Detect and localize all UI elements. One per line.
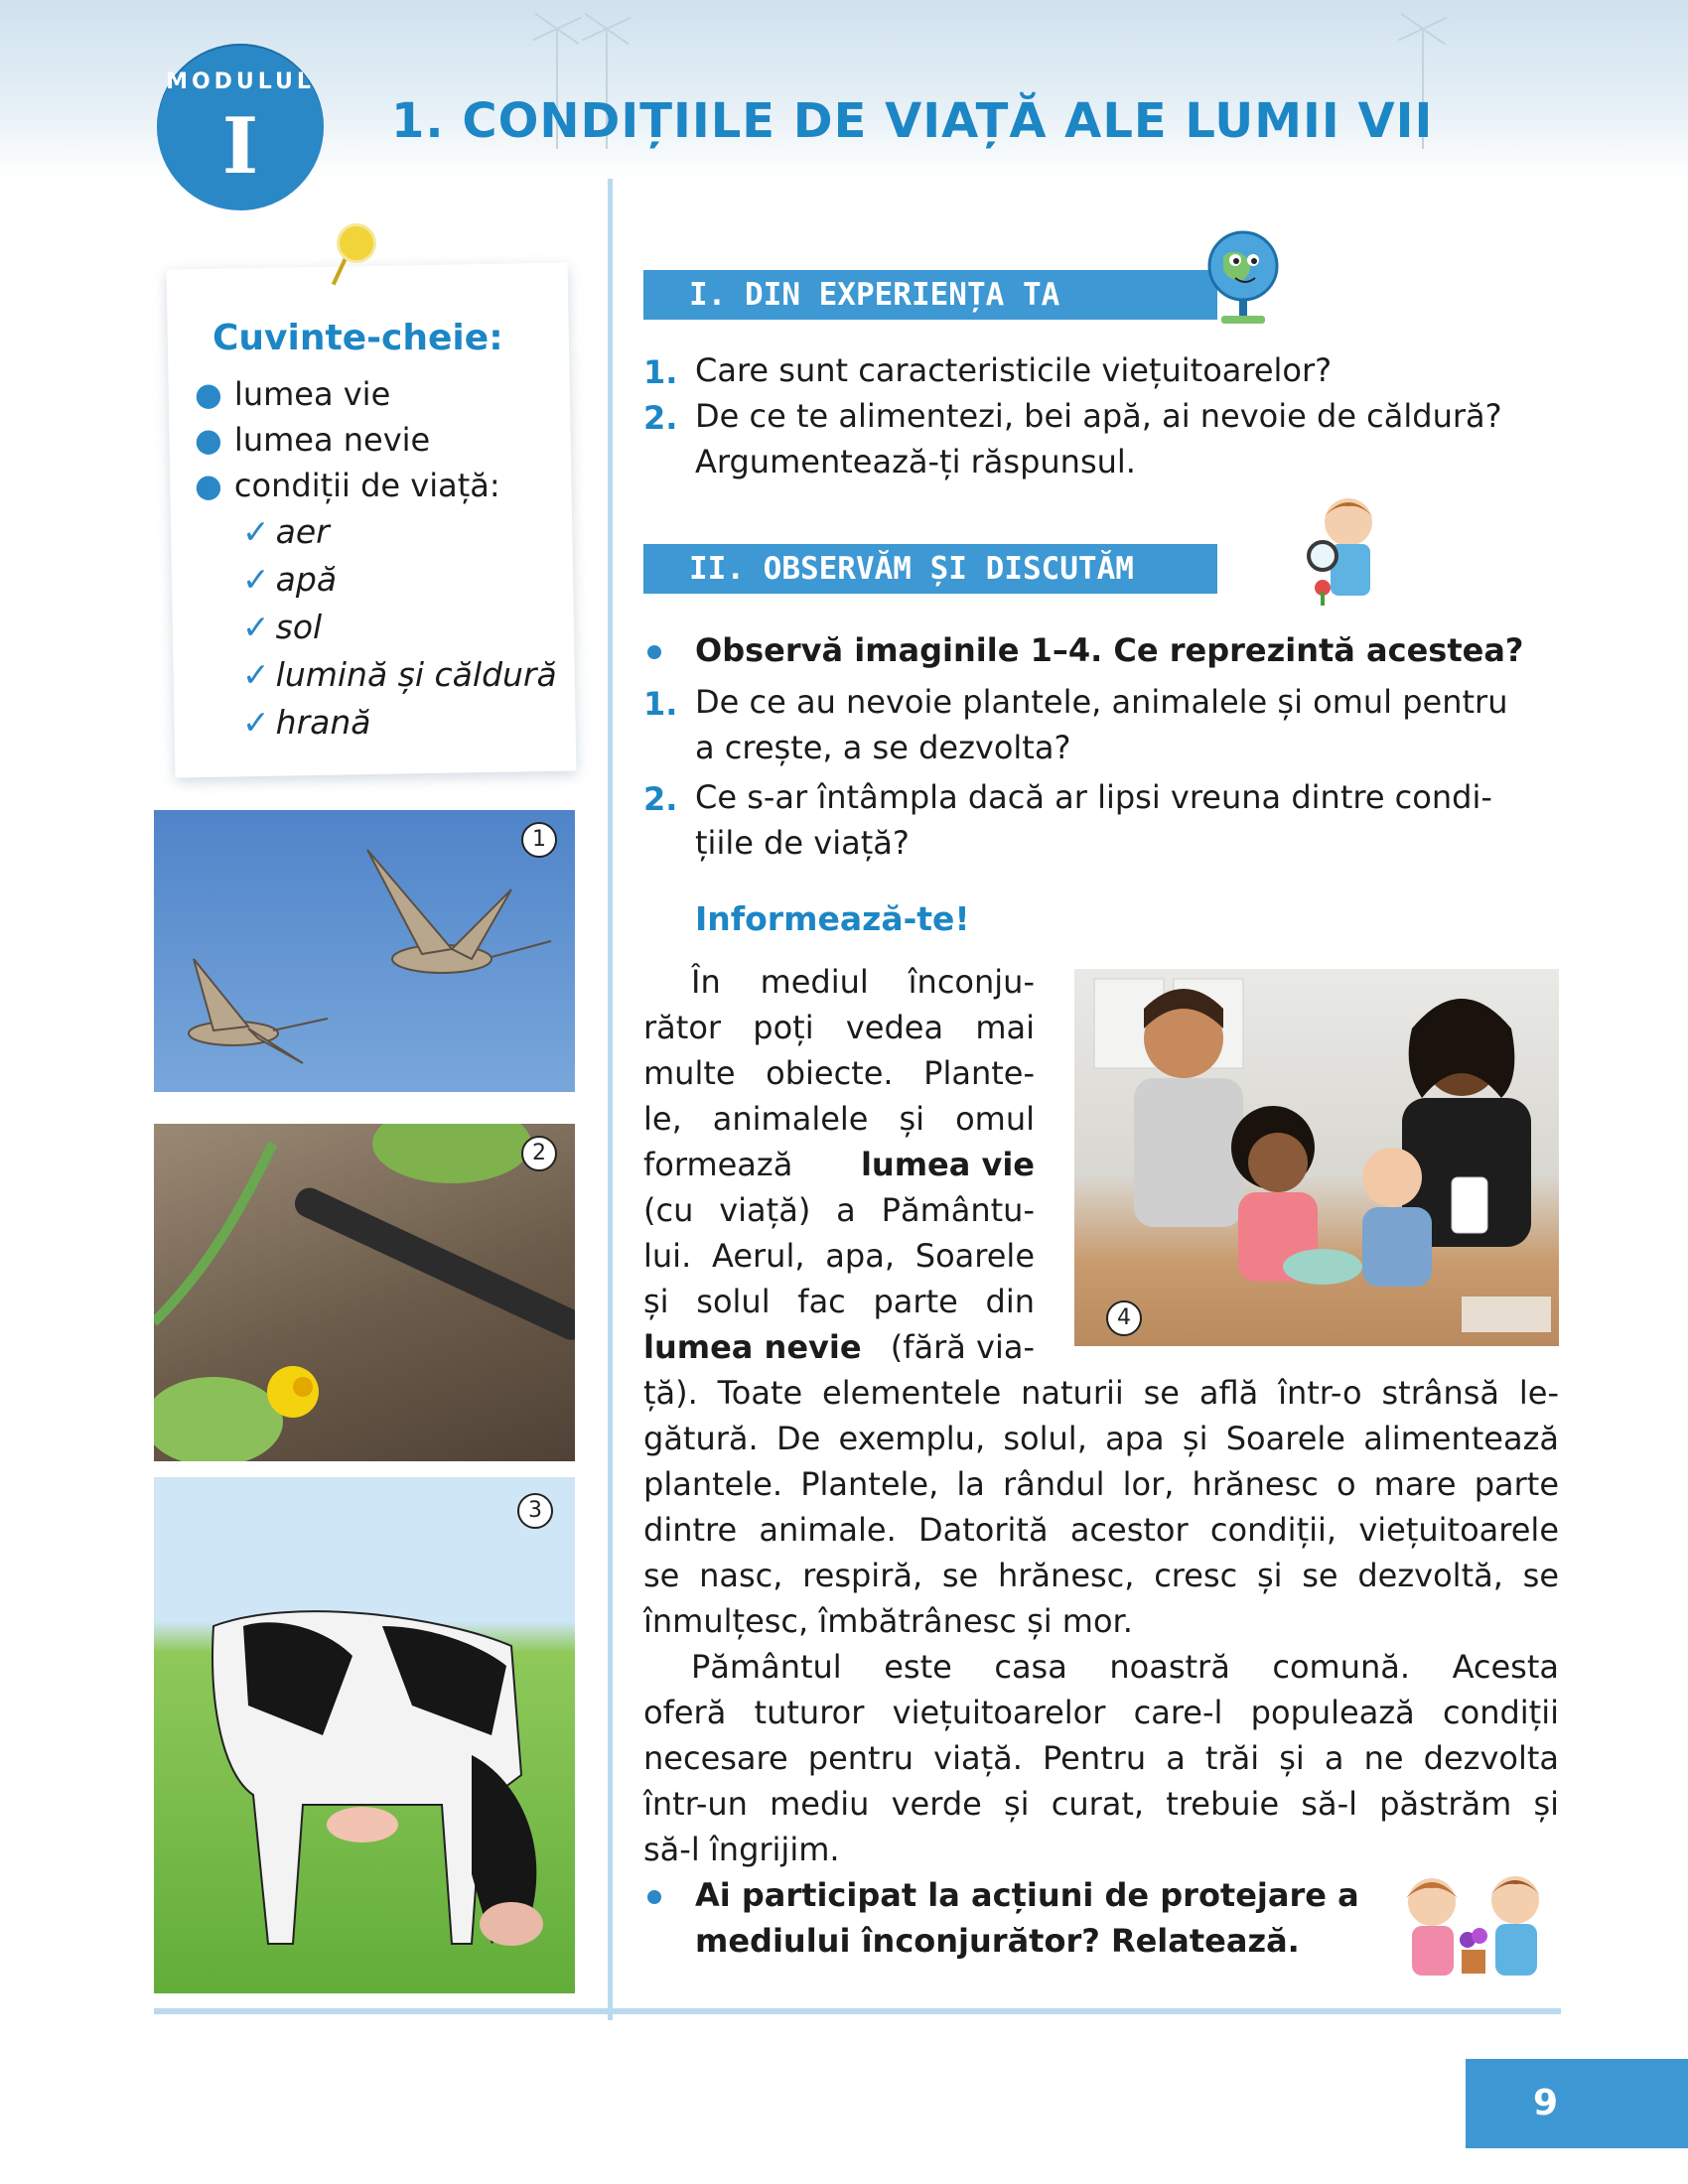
text-line [643,1142,1035,1187]
text-line: înmulțesc, îmbătrânesc și mor. [643,1602,1133,1640]
text-line: ță). Toate elementele naturii se află într-o strânsă le- [643,1374,1559,1412]
module-number: I [221,101,259,192]
condition-item: ✓ lumină și căldură [242,655,557,694]
keyword-item: ● condiții de viață: [195,467,500,504]
condition-item: ✓ aer [242,512,330,551]
photo-cranes [154,810,575,1092]
keyword-item: ● lumea vie [195,375,391,413]
question-number: 2. [643,780,678,818]
inform-heading: Informează-te! [695,899,970,938]
section-heading-observe: II. OBSERVĂM ȘI DISCUTĂM [643,544,1217,594]
text-line: și solul fac parte din [643,1283,1035,1320]
check-icon: ✓ [242,655,270,694]
text-line: oferă tuturor viețuitoarelor care-l populează condiții [643,1694,1559,1731]
photo-number-badge: 4 [1106,1300,1142,1336]
section-heading-experience: I. DIN EXPERIENȚA TA [643,270,1217,320]
text-line: (cu viață) a Pământu- [643,1191,1035,1229]
text-line: dintre animale. Datorită acestor condiții, viețuitoarele [643,1511,1559,1549]
check-icon: ✓ [242,512,270,551]
question-number: 1. [643,353,678,391]
text-line: le, animalele și omul [643,1100,1035,1138]
text-line: În mediul înconju- [691,963,1035,1001]
condition-item: ✓ sol [242,608,323,646]
bottom-divider [154,2008,1561,2014]
check-icon: ✓ [242,703,270,742]
photo-cow [154,1477,575,1993]
page-title: 1. CONDIȚIILE DE VIAȚĂ ALE LUMII VII [391,93,1434,149]
question-number: 2. [643,399,678,437]
question-number: 1. [643,685,678,723]
bullet-dot [647,1890,661,1904]
condition-item: ✓ hrană [242,703,371,742]
cow-illustration [154,1477,575,1993]
text-line: lui. Aerul, apa, Soarele [643,1237,1035,1275]
module-word: MODULUL [166,69,315,94]
photo-plant [154,1124,575,1461]
question-text: Argumentează-ți răspunsul. [695,443,1136,480]
photo-number-badge: 2 [521,1136,557,1171]
check-icon: ✓ [242,560,270,599]
text-line [643,1324,1035,1370]
photo-family-kitchen [1074,969,1559,1346]
text-line: gătură. De exemplu, solul, apa și Soarele alimentează [643,1420,1559,1457]
column-divider [608,179,613,2020]
term-lumea-nevie: lumea nevie [643,1328,862,1366]
question-text: De ce te alimentezi, bei apă, ai nevoie de căldură? [695,397,1502,435]
inline-text: formează [643,1146,793,1183]
final-question: mediului înconjurător? Relatează. [695,1922,1300,1960]
bullet-dot [647,645,661,659]
globe-mascot-icon [1199,216,1287,328]
check-icon: ✓ [242,608,270,646]
children-planting-icon [1386,1866,1561,1989]
module-badge [157,44,324,210]
text-line: să-l îngrijim. [643,1831,840,1868]
final-question: Ai participat la acțiuni de protejare a [695,1876,1359,1914]
question-text: a crește, a se dezvolta? [695,729,1071,766]
photo-number-badge: 1 [521,822,557,858]
cranes-illustration [154,810,575,1092]
keywords-heading: Cuvinte-cheie: [212,318,503,358]
text-line: rător poți vedea mai [643,1009,1035,1046]
page-number: 9 [1466,2059,1688,2148]
photo-number-badge: 3 [517,1493,553,1529]
text-line: plantele. Plantele, la rândul lor, hrănesc o mare parte [643,1465,1559,1503]
question-text: Care sunt caracteristicile viețuitoarelor? [695,351,1333,389]
text-line: Pământul este casa noastră comună. Acesta [691,1648,1559,1686]
condition-item: ✓ apă [242,560,338,599]
child-magnifier-mascot-icon [1301,488,1392,608]
term-lumea-vie: lumea vie [860,1146,1035,1183]
text-line: necesare pentru viață. Pentru a trăi și a ne dezvolta [643,1739,1559,1777]
inline-text: (fără via- [890,1328,1035,1366]
text-line: într-un mediu verde și curat, trebuie să-l păstrăm și [643,1785,1559,1823]
pushpin-icon [340,226,373,260]
question-text: De ce au nevoie plantele, animalele și omul pentru [695,683,1508,721]
text-line: multe obiecte. Plante- [643,1054,1035,1092]
family-illustration [1074,969,1559,1346]
question-text: țiile de viață? [695,824,910,862]
observe-lead: Observă imaginile 1–4. Ce reprezintă acestea? [695,631,1524,669]
question-text: Ce s-ar întâmpla dacă ar lipsi vreuna dintre condi- [695,778,1492,816]
plant-illustration [154,1124,575,1461]
text-line: se nasc, respiră, se hrănesc, cresc și se dezvoltă, se [643,1557,1559,1594]
keyword-item: ● lumea nevie [195,421,431,459]
